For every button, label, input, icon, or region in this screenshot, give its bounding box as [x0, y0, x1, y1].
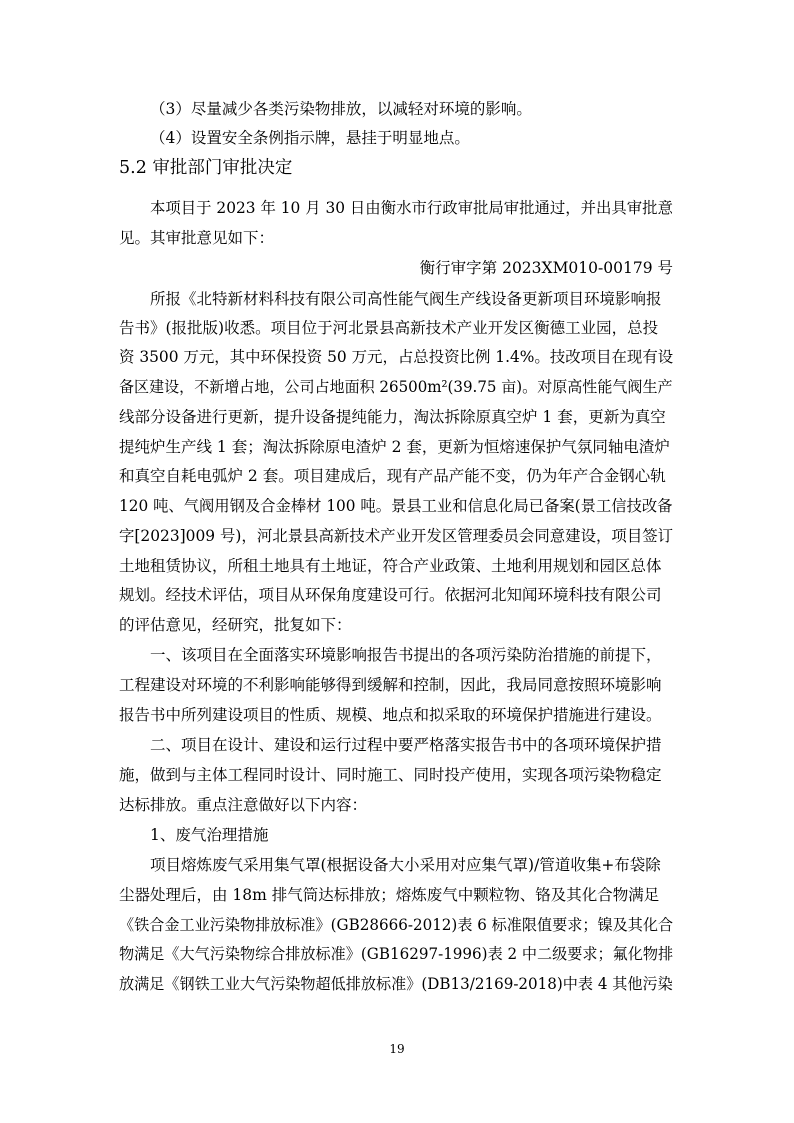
body-line: 《铁合金工业污染物排放标准》(GB28666-2012)表 6 标准限值要求；镍及其化合 [119, 916, 674, 934]
page-number: 19 [389, 1042, 405, 1056]
body-line: 提纯炉生产线 1 套；淘汰拆除原电渣炉 2 套，更新为恒熔速保护气氛同轴电渣炉 [119, 438, 670, 456]
subheading: 1、废气治理措施 [150, 826, 269, 844]
body-line: 施，做到与主体工程同时设计、同时施工、同时投产使用，实现各项污染物稳定 [119, 766, 662, 784]
body-line: 和真空自耗电弧炉 2 套。项目建成后，现有产品产能不变，仍为年产合金钢心轨 [119, 467, 666, 485]
list-item-4: （4）设置安全条例指示牌，悬挂于明显地点。 [150, 129, 470, 147]
body-line: 物满足《大气污染物综合排放标准》(GB16297-1996)表 2 中二级要求；氟化物排 [119, 945, 674, 963]
body-line: 所报《北特新材料科技有限公司高性能气阀生产线设备更新项目环境影响报 [150, 290, 662, 308]
body-line: 资 3500 万元，其中环保投资 50 万元，占总投资比例 1.4%。技改项目在现有设 [119, 348, 674, 366]
body-line: 尘器处理后，由 18m 排气筒达标排放；熔炼废气中颗粒物、铬及其化合物满足 [119, 886, 660, 904]
body-line: 达标排放。重点注意做好以下内容： [119, 796, 368, 814]
approval-number: 衡行审字第 2023XM010-00179 号 [419, 259, 673, 277]
list-item-3: （3）尽量减少各类污染物排放，以减轻对环境的影响。 [150, 100, 532, 118]
body-line: 项目熔炼废气采用集气罩(根据设备大小采用对应集气罩)/管道收集+布袋除 [150, 856, 661, 874]
body-line: 报告书中所列建设项目的性质、规模、地点和拟采取的环境保护措施进行建设。 [119, 706, 662, 724]
body-line: 放满足《钢铁工业大气污染物超低排放标准》(DB13/2169-2018)中表 4 其他污染 [119, 975, 673, 993]
body-line: 土地租赁协议，所租土地具有土地证，符合产业政策、土地利用规划和园区总体 [119, 557, 662, 575]
body-line: 告书》(报批版)收悉。项目位于河北景县高新技术产业开发区衡德工业园，总投 [119, 319, 659, 337]
intro-line-1: 本项目于 2023 年 10 月 30 日由衡水市行政审批局审批通过，并出具审批意 [150, 199, 673, 217]
body-line: 线部分设备进行更新，提升设备提纯能力，淘汰拆除原真空炉 1 套，更新为真空 [119, 408, 666, 426]
body-line: 字[2023]009 号)，河北景县高新技术产业开发区管理委员会同意建设，项目签订 [119, 527, 674, 545]
body-line: 规划。经技术评估，项目从环保角度建设可行。依据河北知闻环境科技有限公司 [119, 586, 662, 604]
body-line: 工程建设对环境的不利影响能够得到缓解和控制，因此，我局同意按照环境影响 [119, 676, 662, 694]
body-line: 120 吨、气阀用钢及合金棒材 100 吨。景县工业和信息化局已备案(景工信技改备 [119, 497, 673, 515]
body-line: 备区建设，不新增占地，公司占地面积 26500m²(39.75 亩)。对原高性能气阀生产 [119, 378, 673, 396]
body-line: 二、项目在设计、建设和运行过程中要严格落实报告书中的各项环境保护措 [150, 736, 662, 754]
intro-line-2: 见。其审批意见如下： [119, 229, 275, 247]
section-heading: 5.2 审批部门审批决定 [119, 158, 293, 178]
body-line: 的评估意见，经研究，批复如下： [119, 616, 352, 634]
body-line: 一、该项目在全面落实环境影响报告书提出的各项污染防治措施的前提下， [150, 646, 662, 664]
